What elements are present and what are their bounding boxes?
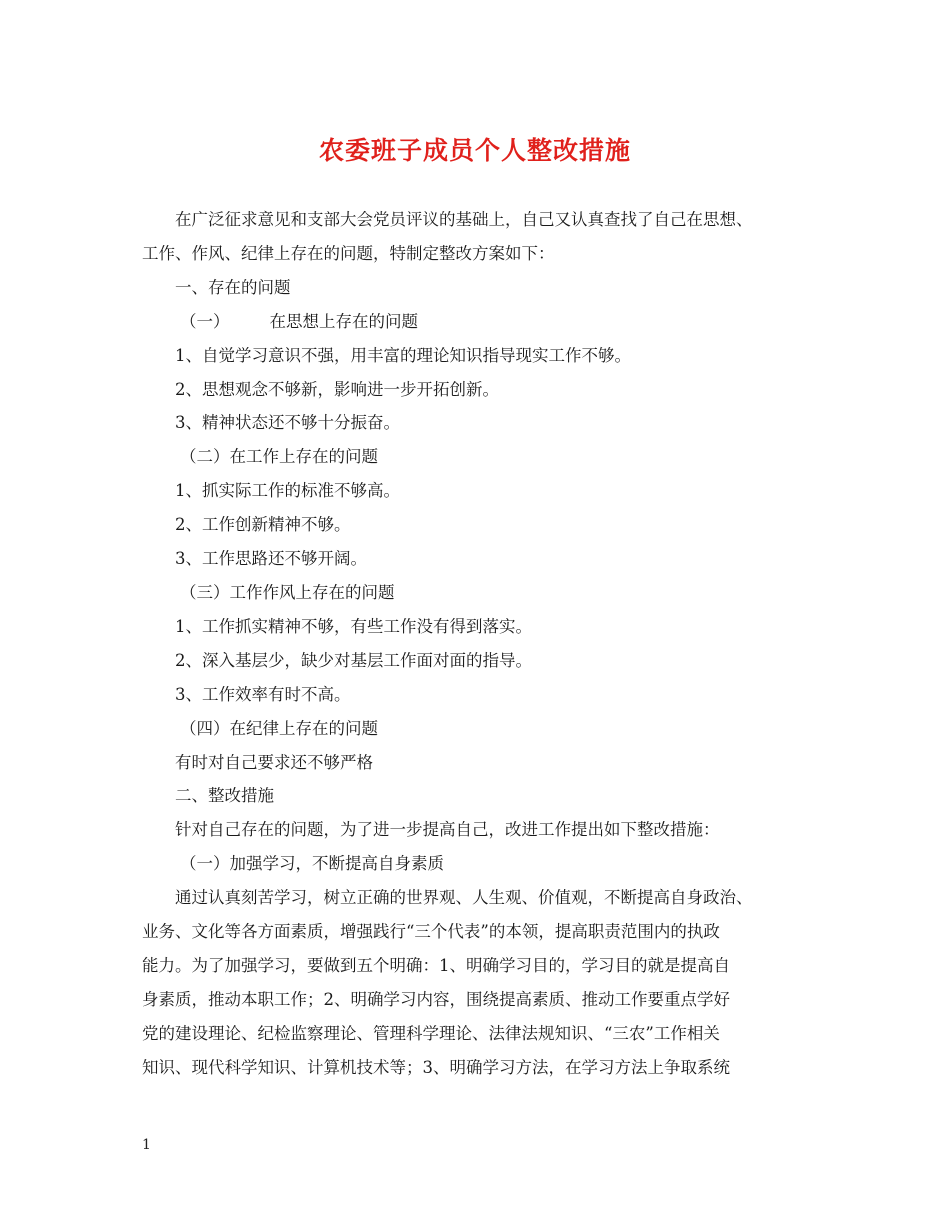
section1-heading: 一、存在的问题 bbox=[175, 277, 291, 297]
section1-sub1-title: 在思想上存在的问题 bbox=[269, 311, 418, 331]
section1-sub2-item-1: 1、抓实际工作的标准不够高。 bbox=[175, 481, 400, 501]
section1-sub2-heading: （二）在工作上存在的问题 bbox=[180, 447, 378, 467]
section2-sub1-heading: （一）加强学习，不断提高自身素质 bbox=[180, 854, 444, 874]
section2-paragraph-line-2: 业务、文化等各方面素质，增强践行“三个代表”的本领，提高职责范围内的执政 bbox=[142, 922, 720, 942]
section1-sub3-item-1: 1、工作抓实精神不够，有些工作没有得到落实。 bbox=[175, 616, 532, 636]
section1-sub1-item-3: 3、精神状态还不够十分振奋。 bbox=[175, 413, 400, 433]
section2-paragraph-line-4: 身素质，推动本职工作；2、明确学习内容，围绕提高素质、推动工作要重点学好 bbox=[142, 989, 730, 1009]
section1-sub3-item-3: 3、工作效率有时不高。 bbox=[175, 684, 351, 704]
section1-sub4-heading: （四）在纪律上存在的问题 bbox=[180, 718, 378, 738]
section1-sub3-heading: （三）工作作风上存在的问题 bbox=[180, 582, 395, 602]
section2-heading: 二、整改措施 bbox=[175, 786, 274, 806]
section2-intro: 针对自己存在的问题，为了进一步提高自己，改进工作提出如下整改措施： bbox=[175, 820, 720, 840]
section1-sub2-item-2: 2、工作创新精神不够。 bbox=[175, 515, 351, 535]
section1-sub1-heading bbox=[142, 305, 812, 339]
section2-paragraph-line-5: 党的建设理论、纪检监察理论、管理科学理论、法律法规知识、“三农”工作相关 bbox=[142, 1023, 720, 1043]
intro-line-1: 在广泛征求意见和支部大会党员评议的基础上，自己又认真查找了自己在思想、 bbox=[175, 210, 753, 229]
section2-paragraph-line-6: 知识、现代科学知识、计算机技术等；3、明确学习方法，在学习方法上争取系统 bbox=[142, 1057, 730, 1077]
intro-line-2: 工作、作风、纪律上存在的问题，特制定整改方案如下： bbox=[142, 243, 555, 263]
section1-sub2-item-3: 3、工作思路还不够开阔。 bbox=[175, 549, 367, 569]
page-number: 1 bbox=[142, 1137, 151, 1153]
document-title: 农委班子成员个人整改措施 bbox=[318, 136, 631, 165]
document-body bbox=[142, 203, 812, 1085]
section2-paragraph-line-3: 能力。为了加强学习，要做到五个明确：1、明确学习目的，学习目的就是提高自 bbox=[142, 955, 730, 975]
section1-sub1-item-1: 1、自觉学习意识不强，用丰富的理论知识指导现实工作不够。 bbox=[175, 345, 631, 365]
section1-sub1-label: （一） bbox=[180, 311, 230, 331]
section2-paragraph-line-1: 通过认真刻苦学习，树立正确的世界观、人生观、价值观，不断提高自身政治、 bbox=[175, 888, 753, 908]
section1-sub3-item-2: 2、深入基层少，缺少对基层工作面对面的指导。 bbox=[175, 650, 532, 670]
section1-sub4-item-1: 有时对自己要求还不够严格 bbox=[175, 752, 373, 772]
section1-sub1-item-2: 2、思想观念不够新，影响进一步开拓创新。 bbox=[175, 379, 499, 399]
